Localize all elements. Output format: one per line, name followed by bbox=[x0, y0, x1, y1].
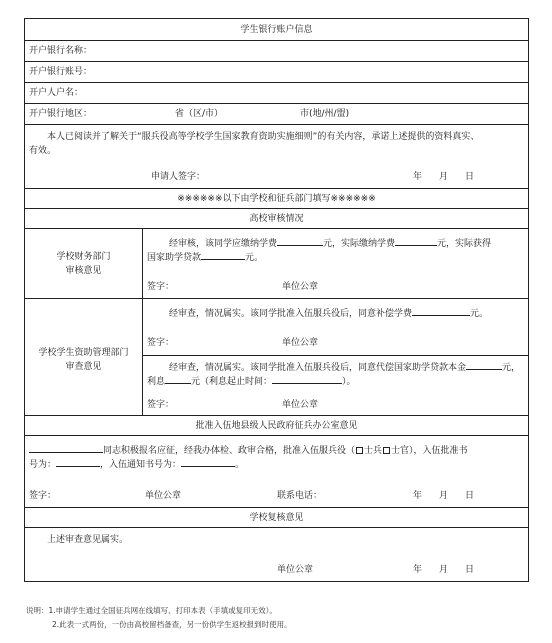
tuition-due-blank[interactable] bbox=[277, 237, 323, 246]
form-title: 学生银行账户信息 bbox=[240, 25, 313, 35]
finance-text-a: 经审核，该同学应缴纳学费 bbox=[169, 239, 278, 249]
month-label: 月 bbox=[439, 172, 449, 182]
aid-text-1a: 经审查，情况属实。该同学批准入伍服兵役后，同意补偿学费 bbox=[169, 309, 413, 319]
aid-text-2a: 经审查，情况属实。该同学批准入伍服兵役后，同意代偿国家助学贷款本金 bbox=[169, 363, 467, 373]
year-label: 年 bbox=[413, 172, 423, 182]
bank-region-label: 开户银行地区： bbox=[29, 109, 93, 119]
military-text-a: 同志积极报名应征，经我办体检、政审合格，批准入伍服兵役（ bbox=[103, 446, 356, 456]
account-holder-row bbox=[25, 83, 528, 104]
recheck-row bbox=[25, 528, 528, 583]
aid-text-2 bbox=[169, 361, 520, 374]
military-phone-label: 联系电话： bbox=[277, 491, 323, 501]
military-text-c: 号为： bbox=[29, 460, 57, 470]
separator-row bbox=[25, 189, 528, 209]
military-text-line1 bbox=[29, 444, 468, 457]
officer-label: 士官 bbox=[391, 446, 410, 456]
account-holder-label: 开户人户名： bbox=[29, 88, 84, 98]
aid-sign2-label: 签字： bbox=[147, 400, 175, 410]
note-1: 说明：1.申请学生通过全国征兵网在线填写、打印本表（手填或复印无效）。 bbox=[26, 606, 277, 615]
recheck-header: 学校复核意见 bbox=[249, 513, 304, 523]
aid-inner-divider bbox=[142, 355, 528, 356]
recheck-text: 上述审查意见属实。 bbox=[47, 535, 129, 545]
applicant-sign-label: 申请人签字： bbox=[151, 172, 206, 182]
school-review-header-row bbox=[25, 209, 528, 229]
soldier-name-blank[interactable] bbox=[29, 444, 103, 453]
aid-seal-label: 单位公章 bbox=[282, 338, 319, 348]
military-day: 日 bbox=[465, 491, 475, 501]
account-no-row bbox=[25, 62, 528, 83]
military-seal-label: 单位公章 bbox=[145, 491, 182, 501]
soldier-label: 士兵 bbox=[364, 446, 383, 456]
bank-name-label: 开户银行名称： bbox=[29, 46, 93, 56]
aid-text-3 bbox=[147, 375, 356, 388]
aid-text-2b: 元， bbox=[502, 363, 521, 373]
title-row bbox=[25, 19, 528, 41]
aid-text-2e: ）。 bbox=[342, 377, 356, 387]
aid-text-1b: 元。 bbox=[470, 309, 489, 319]
military-row bbox=[25, 436, 528, 508]
recheck-month: 月 bbox=[439, 565, 449, 575]
military-header: 批准入伍地县级人民政府征兵办公室意见 bbox=[195, 421, 358, 431]
notice-no-blank[interactable] bbox=[181, 458, 235, 467]
aid-text-1 bbox=[169, 307, 488, 320]
aid-dept-row bbox=[25, 299, 528, 416]
aid-dept-label-2: 审查意见 bbox=[65, 362, 102, 372]
declaration-row bbox=[25, 125, 528, 189]
military-month: 月 bbox=[439, 491, 449, 501]
interest-period-blank[interactable] bbox=[272, 375, 342, 384]
note-2: 2.此表一式两份，一份由高校留档备查，另一份供学生返校报到时使用。 bbox=[52, 620, 292, 629]
military-text-d: ，入伍通知书号为： bbox=[100, 460, 182, 470]
account-no-label: 开户银行账号： bbox=[29, 67, 93, 77]
school-review-header: 高校审核情况 bbox=[249, 214, 304, 224]
finance-text-line2 bbox=[147, 251, 263, 264]
finance-seal-label: 单位公章 bbox=[282, 282, 319, 292]
declaration-text-2: 有效。 bbox=[29, 146, 57, 156]
form-table bbox=[24, 18, 529, 582]
finance-text-d: 国家助学贷款 bbox=[147, 253, 202, 263]
aid-sign-label: 签字： bbox=[147, 338, 175, 348]
notes bbox=[26, 604, 292, 632]
soldier-checkbox[interactable] bbox=[356, 447, 363, 454]
military-text-b: ），入伍批准书 bbox=[409, 446, 468, 456]
loan-principal-blank[interactable] bbox=[466, 361, 502, 370]
aid-seal2-label: 单位公章 bbox=[282, 400, 319, 410]
bank-name-row bbox=[25, 41, 528, 62]
label-column-divider bbox=[142, 229, 143, 416]
aid-text-2c: 利息 bbox=[147, 377, 166, 387]
finance-sign-label: 签字： bbox=[147, 282, 175, 292]
aid-dept-label-1: 学校学生资助管理部门 bbox=[38, 348, 129, 358]
recheck-year: 年 bbox=[413, 565, 423, 575]
recheck-day: 日 bbox=[465, 565, 475, 575]
finance-text-line1 bbox=[169, 237, 491, 250]
finance-dept-label-1: 学校财务部门 bbox=[56, 252, 111, 262]
recheck-header-row bbox=[25, 508, 528, 528]
military-year: 年 bbox=[413, 491, 423, 501]
aid-text-2d: 元（利息起止时间： bbox=[191, 377, 273, 387]
military-text-e: 。 bbox=[235, 460, 245, 470]
loan-amount-blank[interactable] bbox=[201, 251, 245, 260]
finance-dept-label-2: 审核意见 bbox=[65, 266, 102, 276]
separator-text: ※※※※※※以下由学校和征兵部门填写※※※※※※ bbox=[177, 194, 376, 204]
military-text-line2 bbox=[29, 458, 244, 471]
declaration-text-1: 本人已阅读并了解关于“服兵役高等学校学生国家教育资助实施细则”的有关内容，承诺上述提供的资料真实、 bbox=[47, 132, 480, 142]
approval-no-blank[interactable] bbox=[56, 458, 100, 467]
city-label: 市(地/州/盟) bbox=[300, 109, 350, 119]
officer-checkbox[interactable] bbox=[383, 447, 390, 454]
interest-blank[interactable] bbox=[165, 375, 191, 384]
military-sign-label: 签字： bbox=[29, 491, 57, 501]
province-label: 省（区/市） bbox=[175, 109, 224, 119]
recheck-seal-label: 单位公章 bbox=[277, 565, 314, 575]
military-header-row bbox=[25, 416, 528, 436]
finance-text-e: 元。 bbox=[245, 253, 264, 263]
finance-text-b: 元，实际缴纳学费 bbox=[323, 239, 396, 249]
finance-dept-row bbox=[25, 229, 528, 299]
bank-region-row bbox=[25, 104, 528, 125]
tuition-comp-blank[interactable] bbox=[412, 307, 470, 316]
tuition-paid-blank[interactable] bbox=[395, 237, 437, 246]
finance-text-c: 元，实际获得 bbox=[437, 239, 492, 249]
day-label: 日 bbox=[465, 172, 475, 182]
